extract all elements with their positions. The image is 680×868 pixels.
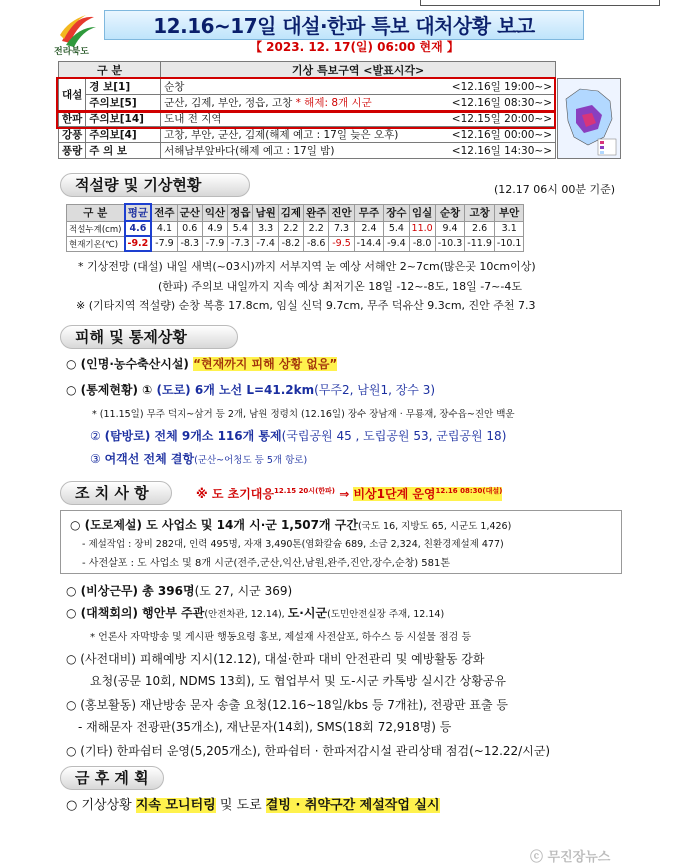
temp-cell: -7.9 (202, 236, 227, 251)
damage-l5-detail: (군산~어청도 등 5개 항로) (194, 455, 308, 466)
temp-cell: -14.4 (354, 236, 384, 251)
damage-l2-value: (도로) 6개 노선 L=41.2km (156, 383, 315, 397)
damage-line-2 (66, 381, 435, 398)
snow-cell: 2.2 (304, 221, 329, 236)
temp-cell: -7.4 (253, 236, 278, 251)
section-heading-damage: 피해 및 통제상황 (60, 325, 238, 349)
action-line-3: * 언론사 자막방송 및 게시판 행동요령 홍보, 제설재 사전살포, 하수스 등 시설물 점검 등 (90, 632, 472, 643)
snow-col: 순창 (435, 204, 465, 221)
weather-basis-time: (12.17 06시 00분 기준) (494, 183, 616, 196)
alert-group: 한파 (59, 111, 86, 127)
arrow-icon: ⇒ (339, 487, 350, 501)
table-row (67, 236, 524, 251)
title-bar (104, 10, 584, 40)
damage-line-4 (90, 427, 506, 444)
temp-cell-highlight: -9.5 (329, 236, 354, 251)
plan-a: ○ 기상상황 (66, 798, 136, 813)
action-line-8: ○ (기타) 한파쉼터 운영(5,205개소), 한파쉼터 · 한파저감시설 관리상태 점검(~12.22/시군) (66, 744, 551, 758)
emergency-banner (196, 485, 502, 502)
damage-l4-detail: (국립공원 45 , 도립공원 53, 군립공원 18) (281, 429, 507, 443)
temp-cell: -8.0 (409, 236, 435, 251)
alert-area: 서해남부앞바다(해제 예고 : 17일 밤) (164, 145, 335, 157)
snow-col: 김제 (278, 204, 303, 221)
action-l1-detail: (도 27, 시군 369) (194, 584, 293, 598)
plan-c: 및 도로 (215, 798, 266, 813)
snow-col: 고창 (465, 204, 495, 221)
snow-cell: 4.1 (151, 221, 177, 236)
snow-cell: 5.4 (384, 221, 409, 236)
damage-line-3: * (11.15일) 무주 덕지~삼거 등 2개, 남원 정령치 (12.16일) 장수 장남재 · 무룡재, 장수읍~진안 백운 (92, 409, 515, 420)
logo-text: 전라북도 (54, 47, 89, 57)
damage-l2-detail: (무주2, 남원1, 장수 3) (314, 383, 436, 397)
snow-col: 임실 (409, 204, 435, 221)
snow-row-label: 적설누계(cm) (67, 221, 125, 236)
temp-cell: -7.9 (151, 236, 177, 251)
damage-l5-value: 여객선 전체 결항 (104, 452, 195, 466)
temp-cell: -10.3 (435, 236, 465, 251)
snow-col: 진안 (329, 204, 354, 221)
section-heading-weather: 적설량 및 기상현황 (60, 173, 250, 197)
action-box-line-1 (70, 516, 511, 533)
temp-cell: -8.2 (278, 236, 303, 251)
page-title: 12.16~17일 대설·한파 특보 대처상황 보고 (153, 14, 535, 38)
damage-l4-num: ② (90, 429, 105, 443)
report-datetime: 【 2023. 12. 17(일) 06:00 현재 】 (250, 40, 459, 54)
alert-time: <12.16일 08:30~> (451, 97, 552, 109)
banner-initial-time: 12.15 20시(한파) (273, 487, 335, 495)
section-heading-plan: 금 후 계 획 (60, 766, 164, 790)
temp-cell: -11.9 (465, 236, 495, 251)
plan-d: 결빙 · 취약구간 제설작업 실시 (265, 798, 440, 813)
action-l2-detail: (안전차관, 12.14), (204, 609, 288, 620)
banner-stage (353, 487, 502, 501)
table-row (59, 143, 556, 159)
plan-b: 지속 모니터링 (135, 798, 216, 813)
snow-cell: 0.6 (177, 221, 202, 236)
temp-row-label: 현재기온(℃) (67, 236, 125, 251)
snow-col: 부안 (494, 204, 524, 221)
action-l2-main2: 도·시군 (287, 606, 328, 620)
plan-line (66, 794, 440, 813)
alert-area: 군산, 김제, 부안, 정읍, 고창 (164, 97, 293, 109)
damage-l2-label: ○ (통제현황) ① (66, 383, 157, 397)
action-line-4: ○ (사전대비) 피해예방 지시(12.12), 대설·한파 대비 안전관리 및 예방활동 강화 (66, 652, 485, 666)
alert-map-icon (557, 78, 621, 159)
action-box-line-3: - 사전살포 : 도 사업소 및 8개 시군(전주,군산,익산,남원,완주,진안,장수,순창) 581톤 (82, 558, 451, 569)
snow-col: 남원 (253, 204, 278, 221)
temp-cell: -8.3 (177, 236, 202, 251)
alert-time: <12.16일 19:00~> (451, 81, 552, 93)
temp-cell: -8.6 (304, 236, 329, 251)
alert-group: 풍랑 (59, 143, 86, 159)
banner-stage-time: 12.16 08:30(대설) (435, 487, 503, 495)
snow-cell: 2.2 (278, 221, 303, 236)
alert-level: 주 의 보 (86, 143, 161, 159)
section-heading-actions: 조 치 사 항 (60, 481, 172, 505)
alert-group: 대설 (59, 79, 86, 111)
snow-cell: 2.4 (354, 221, 384, 236)
top-border-fragment (420, 0, 660, 6)
alert-col-type: 구 분 (59, 62, 161, 79)
alert-area: 도내 전 지역 (164, 113, 222, 125)
action-line-7: - 재해문자 전광판(35개소), 재난문자(14회), SMS(18회 72,918명) 등 (78, 720, 452, 734)
snow-cell: 7.3 (329, 221, 354, 236)
temp-avg: -9.2 (125, 236, 152, 251)
box1-detail: (국도 16, 지방도 65, 시군도 1,426) (357, 521, 512, 532)
snow-cell: 3.1 (494, 221, 524, 236)
snow-col: 평균 (125, 204, 152, 221)
temp-cell: -7.3 (228, 236, 253, 251)
damage-l4-value: (탐방로) 전체 9개소 116개 통제 (104, 429, 282, 443)
snow-col: 완주 (304, 204, 329, 221)
action-l1-main: ○ (비상근무) 총 396명 (66, 584, 195, 598)
action-line-1 (66, 582, 292, 599)
snow-table (66, 203, 524, 252)
snow-col: 정읍 (228, 204, 253, 221)
alert-area: 고창, 부안, 군산, 김제(해제 예고 : 17일 늦은 오후) (164, 129, 399, 141)
snow-col: 장수 (384, 204, 409, 221)
alert-time: <12.16일 00:00~> (451, 129, 552, 141)
alert-area: 순창 (164, 81, 185, 93)
table-row (67, 221, 524, 236)
snow-alert-highlight (56, 77, 556, 112)
forecast-cold: (한파) 주의보 내일까지 지속 예상 최저기온 18일 -12~-8도, 18일 -7~-4도 (158, 280, 522, 293)
snow-cell-max: 11.0 (409, 221, 435, 236)
snow-cell: 9.4 (435, 221, 465, 236)
snow-col: 군산 (177, 204, 202, 221)
action-l2-detail2: (도민안전실장 주재, 12.14) (327, 609, 445, 620)
alert-time: <12.15일 20:00~> (451, 113, 552, 125)
snow-cell: 2.6 (465, 221, 495, 236)
news-watermark: ⓒ 무진장뉴스 (530, 850, 611, 865)
alert-level: 경 보[1] (86, 79, 161, 95)
action-line-5: 요청(공문 10회, NDMS 13회), 도 협업부서 및 도-시군 카톡방 실시간 상황공유 (90, 674, 506, 688)
alert-level: 주의보[5] (86, 95, 161, 111)
alert-area-cell (161, 143, 556, 159)
banner-stage-label: 비상1단계 운영 (353, 487, 436, 501)
alert-level: 주의보[4] (86, 127, 161, 143)
damage-l1-value: “현재까지 피해 상황 없음” (193, 357, 338, 371)
snow-col: 익산 (202, 204, 227, 221)
snow-col: 전주 (151, 204, 177, 221)
damage-line-5 (90, 450, 307, 467)
action-line-2 (66, 604, 444, 621)
snow-col-label: 구 분 (67, 204, 125, 221)
alert-col-area: 기상 특보구역 <발표시각> (161, 62, 556, 79)
alert-time: <12.16일 14:30~> (451, 145, 552, 157)
alert-section (58, 61, 622, 159)
box1-main: ○ (도로제설) 도 사업소 및 14개 시·군 1,507개 구간 (70, 518, 358, 532)
snow-avg: 4.6 (125, 221, 152, 236)
snow-cell: 4.9 (202, 221, 227, 236)
temp-cell: -10.1 (494, 236, 524, 251)
temp-cell: -9.4 (384, 236, 409, 251)
alert-note: * 해제: 8개 시군 (295, 97, 372, 109)
snow-cell: 3.3 (253, 221, 278, 236)
action-box-line-2: - 제설작업 : 장비 282대, 인력 495명, 자재 3,490톤(염화칼슘 689, 소금 2,324, 친환경제설제 477) (82, 539, 504, 550)
snow-cell: 5.4 (228, 221, 253, 236)
alert-level: 주의보[14] (86, 111, 161, 127)
damage-l5-num: ③ (90, 452, 105, 466)
forecast-snow: * 기상전망 (대설) 내일 새벽(~03시)까지 서부지역 눈 예상 서해안 2~7cm(많은곳 10cm이상) (78, 260, 536, 273)
action-l2-main: ○ (대책회의) 행안부 주관 (66, 606, 205, 620)
banner-initial: ※ 도 초기대응 (196, 487, 274, 501)
action-line-6: ○ (홍보활동) 재난방송 문자 송출 요청(12.16~18일/kbs 등 7개社), 전광판 표출 등 (66, 698, 508, 712)
snow-col: 무주 (354, 204, 384, 221)
damage-l1-label: ○ (인명·농수축산시설) (66, 357, 194, 371)
snow-table-header (67, 204, 524, 221)
alert-group: 강풍 (59, 127, 86, 143)
cold-alert-highlight (56, 111, 556, 129)
damage-line-1 (66, 355, 337, 372)
forecast-other: ※ (기타지역 적설량) 순창 복흥 17.8cm, 임실 신덕 9.7cm, 무주 덕유산 9.3cm, 진안 주천 7.3 (76, 299, 536, 312)
